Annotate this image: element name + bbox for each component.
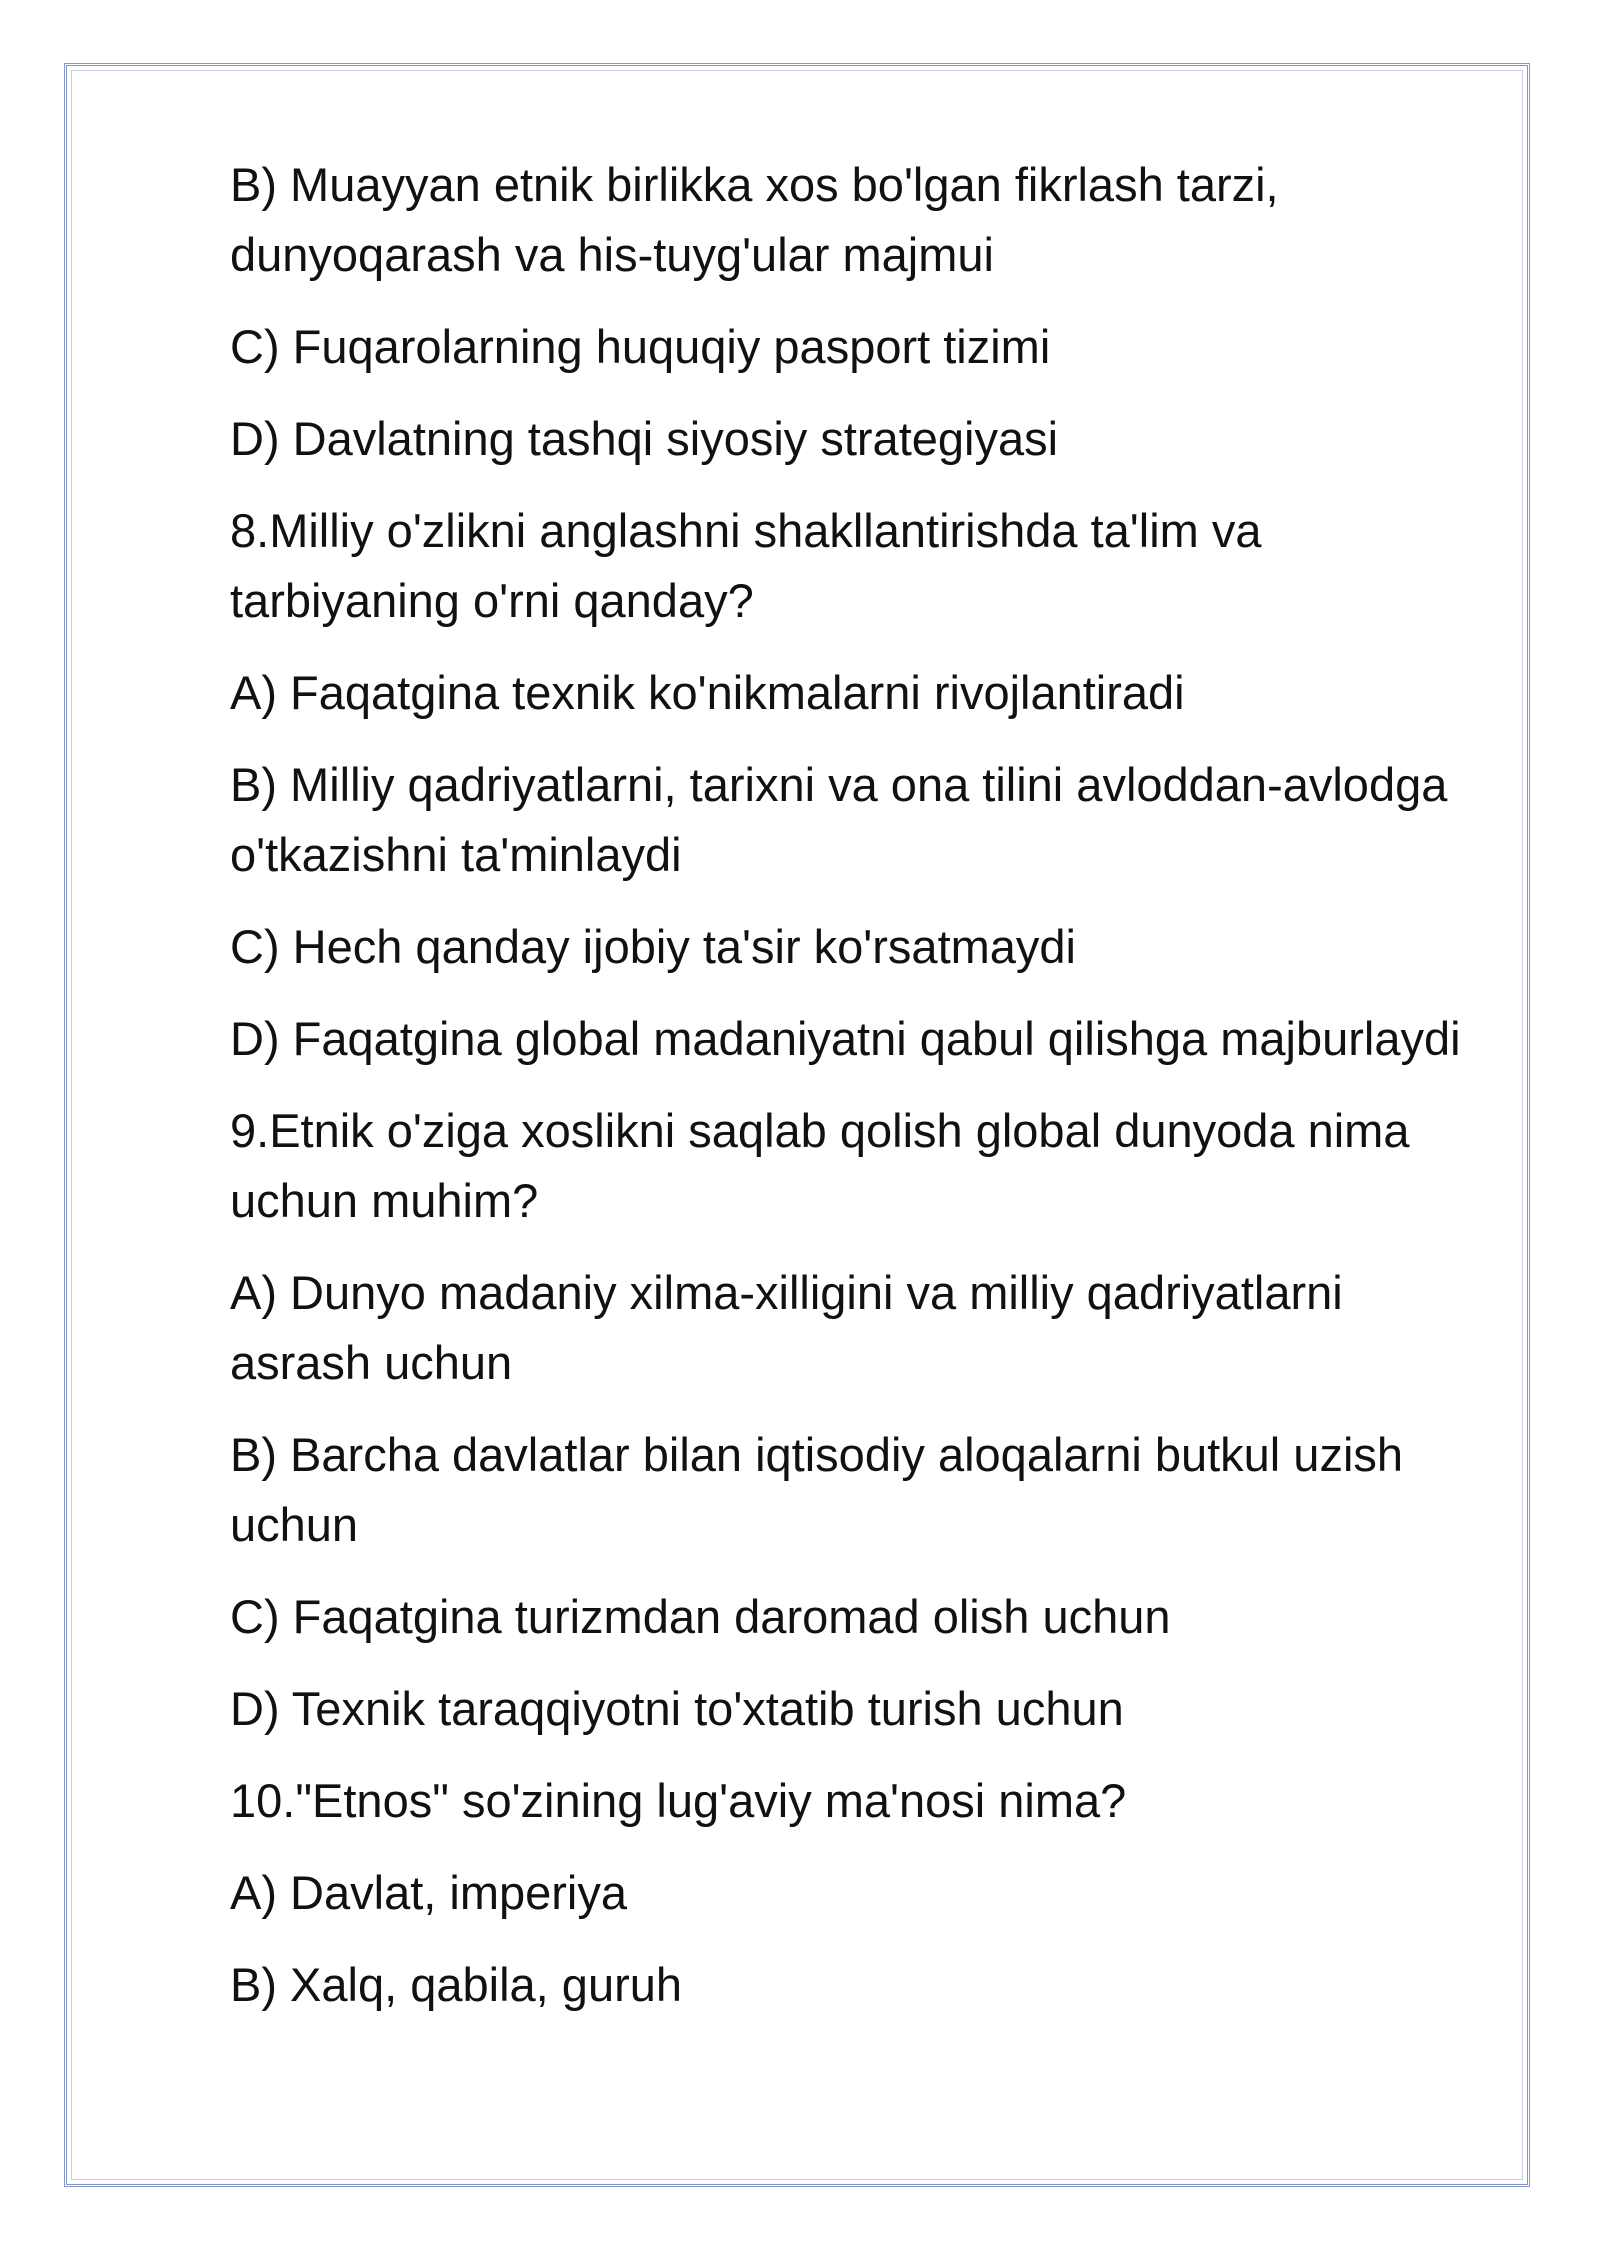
answer-option-a-q9: A) Dunyo madaniy xilma-xilligini va milliy qadriyatlarni asrash uchun bbox=[230, 1266, 1343, 1389]
answer-option-a-q8: A) Faqatgina texnik ko'nikmalarni rivojlantiradi bbox=[230, 666, 1185, 719]
question-9: 9.Etnik o'ziga xoslikni saqlab qolish global dunyoda nima uchun muhim? bbox=[230, 1104, 1410, 1227]
answer-option-b-q8: B) Milliy qadriyatlarni, tarixni va ona tilini avloddan-avlodga o'tkazishni ta'minlaydi bbox=[230, 758, 1448, 881]
answer-option-b-q7: B) Muayyan etnik birlikka xos bo'lgan fikrlash tarzi, dunyoqarash va his-tuyg'ular majmui bbox=[230, 158, 1279, 281]
question-8: 8.Milliy o'zlikni anglashni shakllantirishda ta'lim va tarbiyaning o'rni qanday? bbox=[230, 504, 1262, 627]
answer-option-d-q9: D) Texnik taraqqiyotni to'xtatib turish uchun bbox=[230, 1682, 1124, 1735]
answer-option-b-q10: B) Xalq, qabila, guruh bbox=[230, 1958, 683, 2011]
answer-option-c-q9: C) Faqatgina turizmdan daromad olish uchun bbox=[230, 1590, 1171, 1643]
answer-option-d-q7: D) Davlatning tashqi siyosiy strategiyasi bbox=[230, 412, 1059, 465]
answer-option-c-q8: C) Hech qanday ijobiy ta'sir ko'rsatmaydi bbox=[230, 920, 1076, 973]
question-10: 10."Etnos" so'zining lug'aviy ma'nosi nima? bbox=[230, 1774, 1127, 1827]
document-body bbox=[230, 150, 1475, 2042]
answer-option-b-q9: B) Barcha davlatlar bilan iqtisodiy aloqalarni butkul uzish uchun bbox=[230, 1428, 1404, 1551]
answer-option-d-q8: D) Faqatgina global madaniyatni qabul qilishga majburlaydi bbox=[230, 1012, 1461, 1065]
answer-option-c-q7: C) Fuqarolarning huquqiy pasport tizimi bbox=[230, 320, 1051, 373]
answer-option-a-q10: A) Davlat, imperiya bbox=[230, 1866, 627, 1919]
